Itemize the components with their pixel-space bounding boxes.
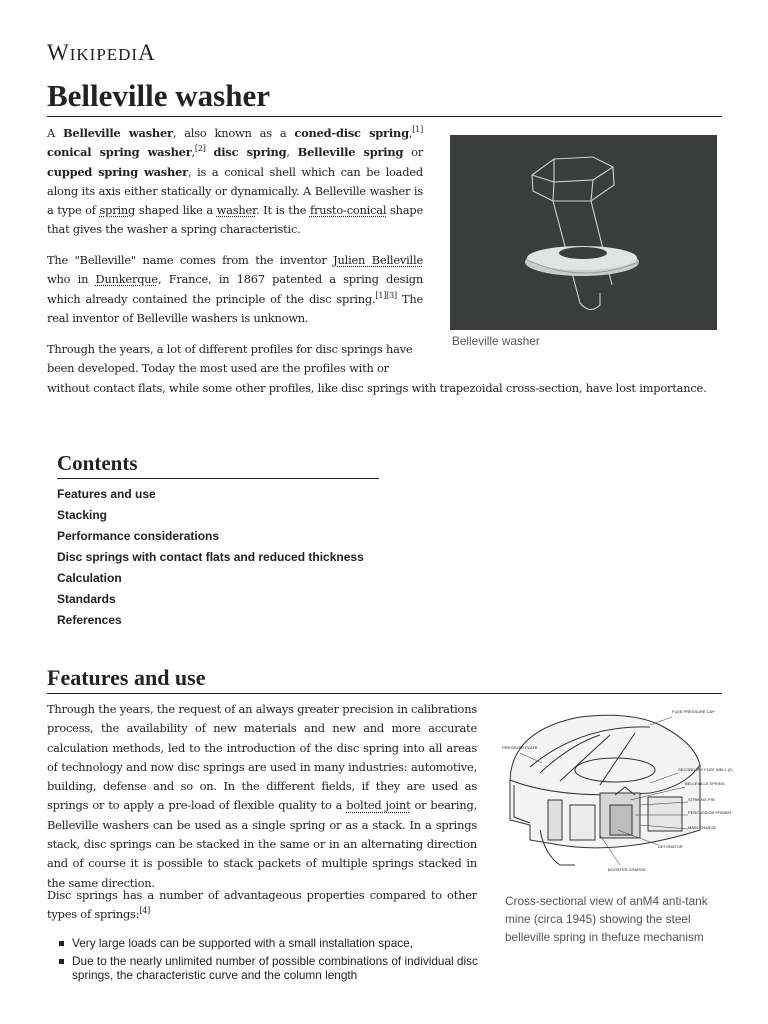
label-fuze-pressure-cap: FUZE PRESSURE CAP — [672, 709, 715, 714]
citation-4[interactable]: [4] — [139, 906, 151, 916]
link-frusto-conical[interactable]: frusto-conical — [309, 203, 387, 218]
section-title-features: Features and use — [47, 664, 722, 694]
citation-1b[interactable]: [1] — [375, 290, 387, 300]
intro-paragraph-3: Through the years, a lot of different profiles for disc springs have been developed. Today the most used are the profiles with or without contact flats, while some other profiles, like disc springs with trapezoidal cross-section, have lost importance. — [47, 340, 723, 398]
link-washer[interactable]: washer — [216, 203, 257, 218]
contents-title: Contents — [57, 449, 379, 479]
figure1-caption: Belleville washer — [452, 334, 540, 348]
features-paragraph-2: Disc springs has a number of advantageous properties compared to other types of springs:[4] — [47, 888, 477, 922]
label-main-charge: MAIN CHARGE — [688, 825, 717, 830]
link-julien-belleville[interactable]: Julien Belleville — [333, 253, 423, 267]
belleville-washer-image[interactable] — [450, 135, 717, 330]
label-secondary-fuze-well: SECONDARY FUZE WELL (2) — [678, 767, 733, 772]
list-item: Very large loads can be supported with a small installation space, — [58, 936, 478, 950]
advantages-list — [58, 936, 478, 986]
toc-item-features-and-use[interactable]: Features and use — [57, 487, 156, 501]
citation-2[interactable]: [2] — [194, 144, 206, 154]
toc-item-calculation[interactable]: Calculation — [57, 571, 122, 585]
intro-paragraph-2: The "Belleville" name comes from the inventor Julien Belleville who in Dunkerque, France, in 1867 patented a spring design which already contained the principle of the disc spring.[1][3] The real inventor of Belleville washers is unknown. — [47, 253, 423, 325]
label-booster-charge: BOOSTER CHARGE — [608, 867, 646, 872]
label-belleville-spring: BELLEVILLE SPRING — [685, 781, 725, 786]
toc-item-references[interactable]: References — [57, 613, 122, 627]
citation-3[interactable]: [3] — [386, 290, 397, 300]
table-of-contents — [57, 484, 364, 631]
toc-item-performance[interactable]: Performance considerations — [57, 529, 220, 543]
figure2-caption: Cross-sectional view of anM4 anti-tank mine (circa 1945) showing the steel belleville spring in thefuze mechanism — [505, 894, 708, 944]
label-percussion-primer: PERCUSSION PRIMER — [688, 810, 732, 815]
features-paragraph-1: Through the years, the request of an always greater precision in calibrations process, the availability of new materials and new and more accurate calculation methods, led to the introduction of the disc spring into all areas of technology and now disc springs are used in many industries: automotive, building, defense and so on. In the different fields, if they are used as springs or to apply a pre-load of flexible quality to a bolted joint or bearing, Belleville washers can be used as a single spring or as a stack. In a springs stack, disc springs can be stacked in the same or in an alternating direction and of course it is possible to stack packets of multiple springs stacked in the same direction. — [47, 702, 477, 890]
link-bolted-joint[interactable]: bolted joint — [346, 798, 411, 813]
list-item: Due to the nearly unlimited number of possible combinations of individual disc springs, the characteristic curve and the column length — [58, 954, 478, 982]
wikipedia-logo[interactable]: WIKIPEDIA — [47, 40, 156, 65]
toc-item-stacking[interactable]: Stacking — [57, 508, 108, 522]
link-spring[interactable]: spring — [99, 203, 136, 218]
page-title: Belleville washer — [47, 76, 722, 117]
label-pressure-plate: PRESSURE PLATE — [502, 745, 538, 750]
citation-1[interactable]: [1] — [412, 125, 423, 135]
toc-item-standards[interactable]: Standards — [57, 592, 116, 606]
label-striking-pin: STRIKING PIN — [688, 797, 715, 802]
intro-paragraph-1: A Belleville washer, also known as a coned-disc spring,[1] conical spring washer,[2] disc spring, Belleville spring or cupped spring washer, is a conical shell which can be loaded along its axis either statically or dynamically. A Belleville washer is a type of spring shaped like a washer. It is the frusto-conical shape that gives the washer a spring characteristic. — [47, 125, 424, 237]
label-detonator: DETONATOR — [658, 844, 683, 849]
toc-item-contact-flats[interactable]: Disc springs with contact flats and reduced thickness — [57, 550, 364, 564]
anti-tank-mine-diagram[interactable] — [500, 705, 733, 890]
link-dunkerque[interactable]: Dunkerque — [95, 272, 158, 287]
